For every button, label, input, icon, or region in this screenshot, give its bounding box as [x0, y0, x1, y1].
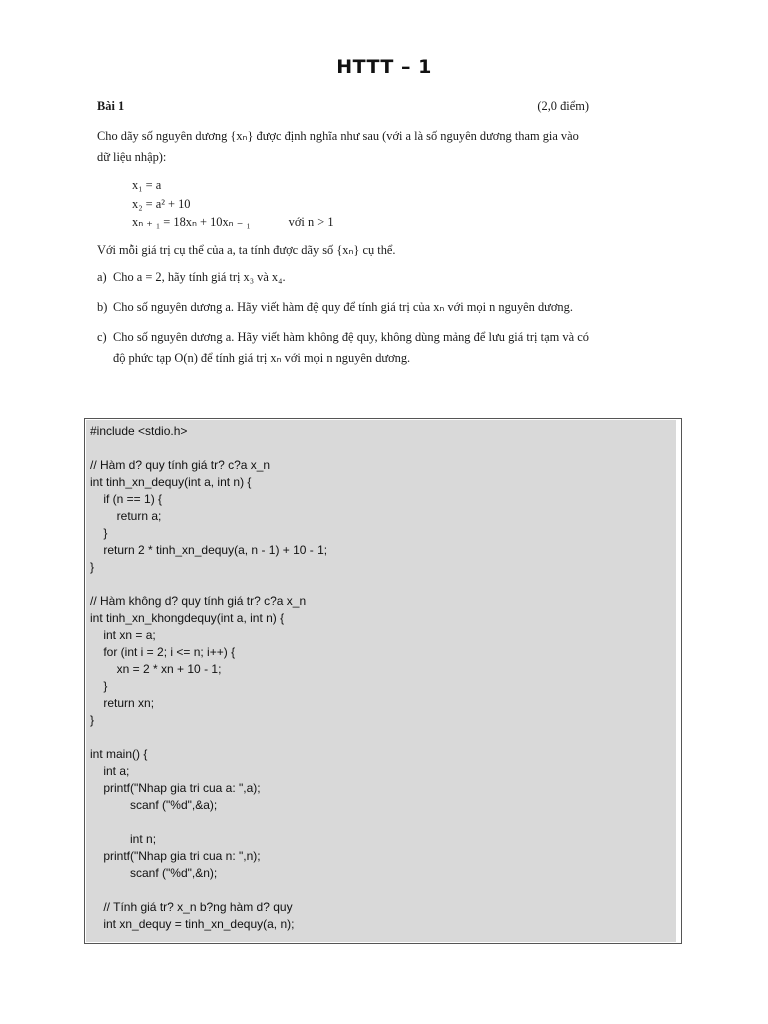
- item-marker: c): [97, 329, 107, 344]
- code-line: return 2 * tinh_xn_dequy(a, n - 1) + 10 - 1;: [90, 543, 328, 557]
- code-line: int xn_dequy = tinh_xn_dequy(a, n);: [90, 917, 295, 931]
- code-line: int n;: [90, 832, 157, 846]
- code-line: [90, 729, 327, 746]
- code-line: int tinh_xn_dequy(int a, int n) {: [90, 475, 252, 489]
- item-marker: a): [97, 269, 107, 284]
- code-line: }: [90, 560, 95, 574]
- item-text: Cho số nguyên dương a. Hãy viết hàm không đệ quy, không dùng mảng để lưu giá trị tạm và có độ phức tạp O(n) để tính giá trị xₙ với mọi n nguyên dương.: [113, 329, 589, 365]
- problem-item-b: [97, 297, 589, 318]
- formula-expr: x₂ = a² + 10: [132, 196, 191, 211]
- code-line: }: [90, 526, 108, 540]
- problem-item-a: [97, 267, 589, 288]
- code-line: // Hàm không d? quy tính giá tr? c?a x_n: [90, 594, 307, 608]
- code-line: xn = 2 * xn + 10 - 1;: [90, 662, 222, 676]
- code-line: int main() {: [90, 747, 148, 761]
- item-marker: b): [97, 299, 108, 314]
- problem-intro: Cho dãy số nguyên dương {xₙ} được định nghĩa như sau (với a là số nguyên dương tham gia vào dữ liệu nhập):: [97, 129, 579, 164]
- code-line: if (n == 1) {: [90, 492, 163, 506]
- code-line: scanf ("%d",&n);: [90, 866, 218, 880]
- formula-block: [132, 176, 589, 232]
- code-line: [90, 576, 327, 593]
- problem-statement-image: [97, 96, 589, 378]
- code-line: }: [90, 679, 108, 693]
- code-line: for (int i = 2; i <= n; i++) {: [90, 645, 236, 659]
- code-line: // Hàm d? quy tính giá tr? c?a x_n: [90, 458, 271, 472]
- code-line: int a;: [90, 764, 130, 778]
- item-text: Cho a = 2, hãy tính giá trị x₃ và x₄.: [113, 269, 286, 284]
- formula-row: [132, 195, 589, 214]
- formula-expr: xₙ ₊ ₁ = 18xₙ + 10xₙ ₋ ₁: [132, 215, 251, 229]
- code-line: printf("Nhap gia tri cua n: ",n);: [90, 849, 261, 863]
- formula-expr: x₁ = a: [132, 178, 162, 192]
- code-line: int tinh_xn_khongdequy(int a, int n) {: [90, 611, 285, 625]
- document-title: HTTT – 1: [336, 56, 432, 78]
- formula-row: [132, 176, 589, 195]
- item-text: Cho số nguyên dương a. Hãy viết hàm đệ quy để tính giá trị của xₙ với mọi n nguyên dương.: [113, 299, 573, 314]
- code-line: [90, 440, 327, 457]
- formula-row: [132, 213, 589, 232]
- problem-statement: Với mỗi giá trị cụ thể của a, ta tính được dãy số {xₙ} cụ thể.: [97, 242, 396, 257]
- code-line: [90, 814, 327, 831]
- problem-heading: Bài 1: [97, 99, 125, 113]
- code-box: [84, 418, 682, 944]
- code-line: #include <stdio.h>: [90, 424, 188, 438]
- code-line: printf("Nhap gia tri cua a: ",a);: [90, 781, 261, 795]
- code-line: [90, 882, 327, 899]
- code-line: return a;: [90, 509, 162, 523]
- code-line: }: [90, 713, 95, 727]
- code-line: // Tính giá tr? x_n b?ng hàm d? quy: [90, 900, 293, 914]
- problem-header: [97, 96, 589, 117]
- code-line: return xn;: [90, 696, 155, 710]
- code-line: int xn = a;: [90, 628, 156, 642]
- code-block: [90, 423, 327, 933]
- problem-item-c: [97, 327, 589, 369]
- code-line: scanf ("%d",&a);: [90, 798, 218, 812]
- formula-condition: với n > 1: [288, 215, 334, 229]
- problem-points: (2,0 điểm): [537, 99, 589, 113]
